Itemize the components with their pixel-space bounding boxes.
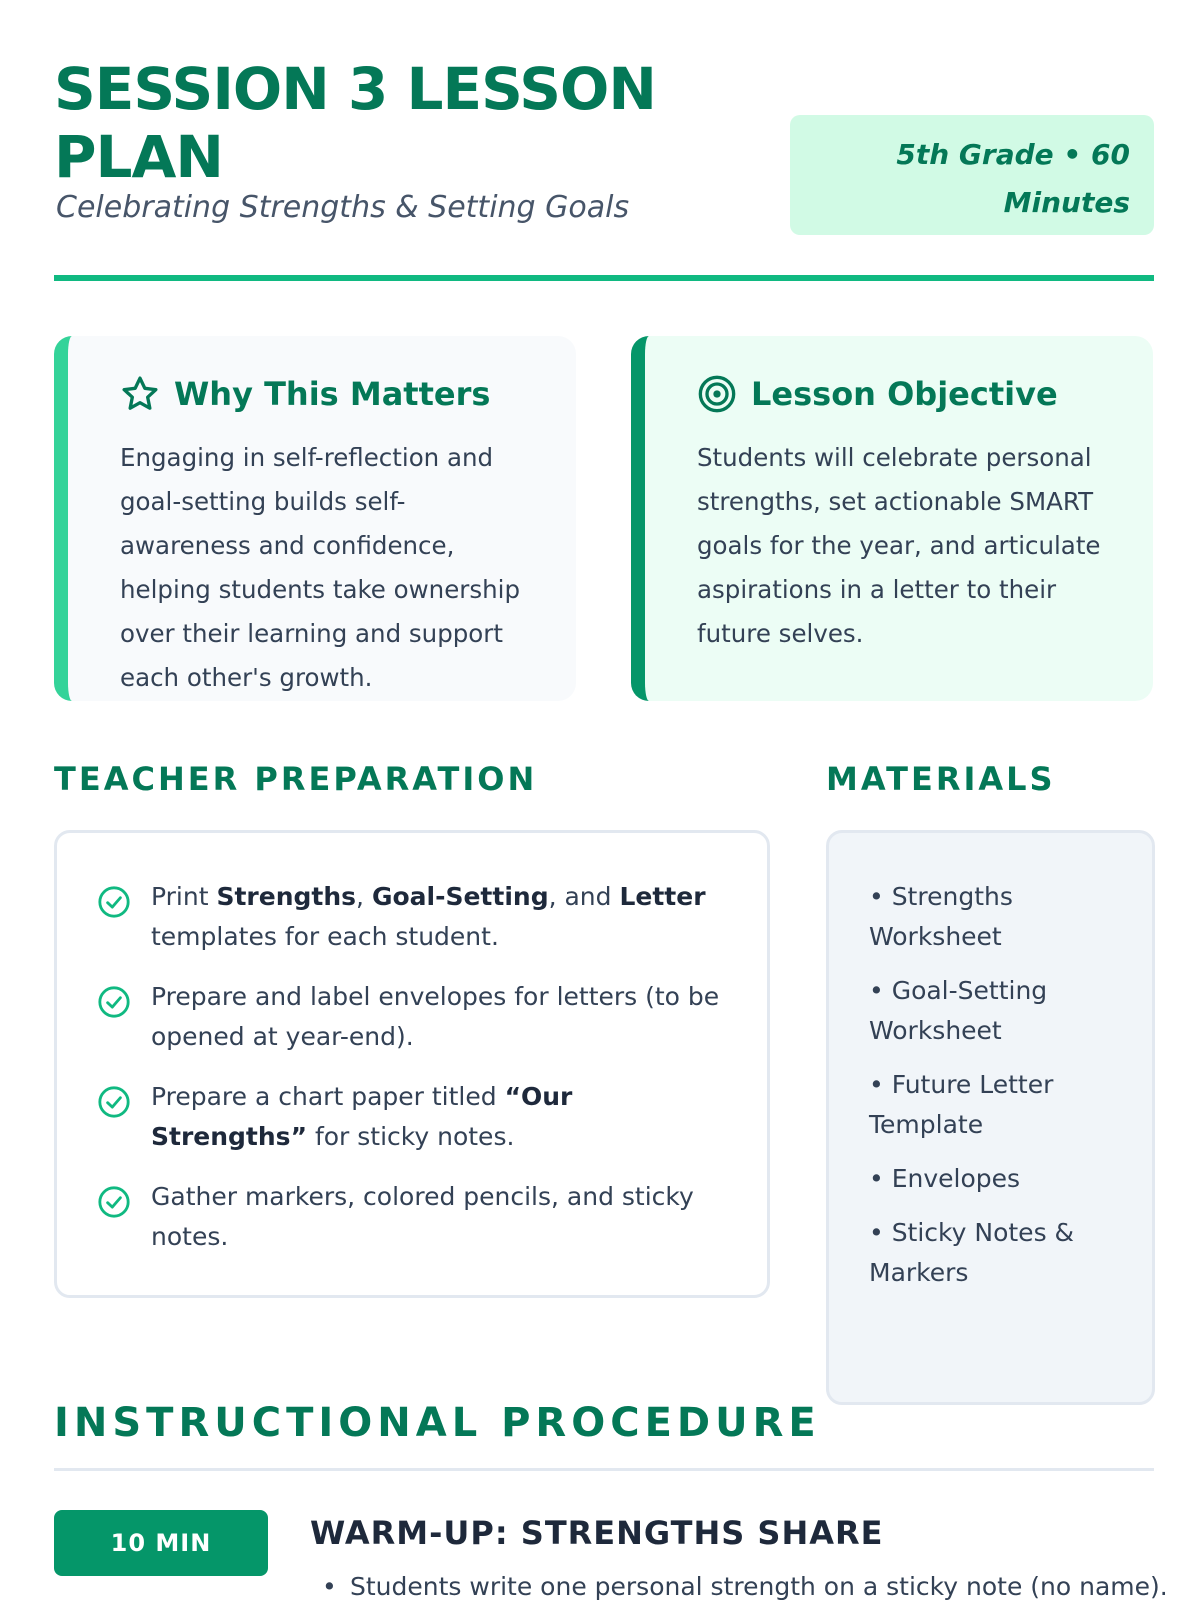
bullet-dot: • <box>322 1572 337 1601</box>
material-item: • Future Letter Template <box>869 1070 1054 1139</box>
page-subtitle: Celebrating Strengths & Setting Goals <box>56 190 630 225</box>
lesson-objective-card <box>631 336 1153 701</box>
material-item: • Goal-Setting Worksheet <box>869 976 1048 1045</box>
check-circle-icon <box>97 985 131 1019</box>
step-time-badge: 10 MIN <box>54 1510 268 1576</box>
grade-duration-text: 5th Grade • 60 Minutes <box>896 138 1130 219</box>
objective-card-header <box>697 374 1113 414</box>
prep-item-text: Gather markers, colored pencils, and sticky notes. <box>151 1182 694 1251</box>
header-divider <box>54 275 1154 281</box>
check-circle-icon <box>97 1085 131 1119</box>
step-bullet-text: Students write one personal strength on a sticky note (no name). <box>350 1572 1168 1601</box>
step-title: WARM-UP: STRENGTHS SHARE <box>310 1514 884 1552</box>
prep-item-text: Print Strengths, Goal-Setting, and Letter templates for each student. <box>151 882 706 951</box>
page-title: SESSION 3 LESSON PLAN <box>54 55 656 191</box>
teacher-preparation-heading: TEACHER PREPARATION <box>54 760 538 798</box>
why-card-body: Engaging in self-reflection and goal-setting builds self-awareness and confidence, helping students take ownership over their learning and support each other's growth. <box>120 443 520 692</box>
teacher-preparation-list <box>54 830 770 1298</box>
target-icon <box>697 374 737 414</box>
check-circle-icon <box>97 885 131 919</box>
prep-item <box>97 977 727 1057</box>
step-bullet-item <box>322 1572 1168 1601</box>
material-item: • Envelopes <box>869 1164 1021 1193</box>
prep-item <box>97 877 727 957</box>
why-this-matters-card <box>54 336 576 701</box>
objective-card-body: Students will celebrate personal strengths, set actionable SMART goals for the year, and articulate aspirations in a letter to their future selves. <box>697 443 1101 648</box>
why-card-title: Why This Matters <box>174 375 491 413</box>
why-card-header <box>120 374 536 414</box>
material-item: • Strengths Worksheet <box>869 882 1013 951</box>
star-icon <box>120 374 160 414</box>
materials-list <box>826 830 1155 1405</box>
check-circle-icon <box>97 1185 131 1219</box>
materials-heading: MATERIALS <box>826 760 1056 798</box>
instructional-procedure-heading: INSTRUCTIONAL PROCEDURE <box>54 1400 821 1446</box>
prep-item <box>97 1177 727 1257</box>
grade-duration-badge <box>790 115 1154 235</box>
prep-item-text: Prepare a chart paper titled “Our Strengths” for sticky notes. <box>151 1082 573 1151</box>
material-item: • Sticky Notes & Markers <box>869 1218 1075 1287</box>
prep-item-text: Prepare and label envelopes for letters (to be opened at year-end). <box>151 982 720 1051</box>
objective-card-title: Lesson Objective <box>751 375 1058 413</box>
prep-item <box>97 1077 727 1157</box>
procedure-divider <box>54 1468 1154 1471</box>
